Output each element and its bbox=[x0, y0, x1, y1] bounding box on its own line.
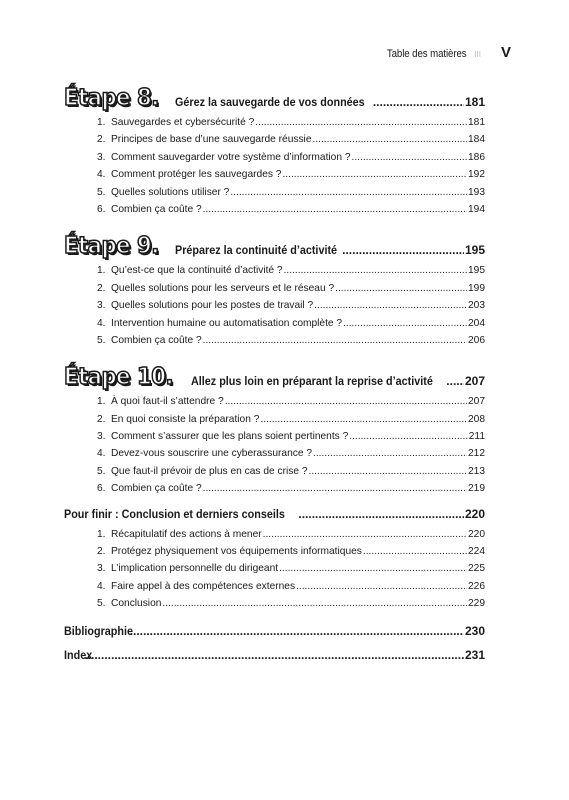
chapter-title: Allez plus loin en préparant la reprise d’activité bbox=[190, 374, 433, 389]
entry-number: 6. bbox=[97, 483, 106, 495]
toc-entry[interactable] bbox=[97, 315, 485, 332]
chapter-badge: Étape 8. bbox=[64, 85, 159, 111]
entry-title: Qu’est-ce que la continuité d’activité ? bbox=[111, 265, 283, 277]
toc-entry[interactable] bbox=[97, 463, 485, 480]
entry-number: 1. bbox=[97, 117, 106, 128]
entry-page: 194 bbox=[468, 203, 485, 215]
dot-leader bbox=[342, 243, 464, 257]
entry-page: 195 bbox=[468, 265, 485, 277]
section-title: Bibliographie bbox=[64, 623, 134, 638]
entry-page: 184 bbox=[468, 134, 485, 146]
entry-number: 3. bbox=[97, 151, 106, 163]
entry-title: Intervention humaine ou automatisation complète ? bbox=[111, 317, 343, 329]
section-page: 220 bbox=[464, 506, 485, 521]
toc-entry[interactable] bbox=[97, 428, 485, 445]
entry-title: Faire appel à des compétences externes bbox=[111, 580, 296, 592]
toc-entry[interactable] bbox=[97, 131, 485, 148]
entry-title: Quelles solutions pour les postes de travail ? bbox=[111, 300, 314, 312]
entry-page: 212 bbox=[468, 448, 485, 460]
entry-number: 5. bbox=[97, 186, 106, 198]
entry-title: Principes de base d’une sauvegarde réussie bbox=[111, 134, 312, 146]
entry-title: En quoi consiste la préparation ? bbox=[111, 413, 260, 425]
entry-number: 3. bbox=[97, 563, 106, 575]
toc-index[interactable] bbox=[64, 643, 485, 667]
dot-leader bbox=[352, 149, 467, 166]
entry-page: 226 bbox=[468, 580, 485, 592]
toc-entry[interactable] bbox=[97, 280, 485, 297]
entry-number: 4. bbox=[97, 448, 106, 460]
dot-leader bbox=[313, 445, 467, 462]
dot-leader bbox=[162, 595, 467, 612]
entry-page: 192 bbox=[468, 169, 485, 181]
entry-title: Comment s’assurer que les plans soient pertinents ? bbox=[111, 431, 349, 443]
dot-leader bbox=[296, 578, 467, 595]
entry-number: 1. bbox=[97, 396, 106, 408]
toc-entry[interactable] bbox=[97, 149, 485, 166]
entry-page: 206 bbox=[468, 334, 485, 346]
toc-entry[interactable] bbox=[97, 445, 485, 462]
entry-title: Que faut-il prévoir de plus en cas de crise ? bbox=[111, 465, 308, 477]
entry-page: 199 bbox=[468, 282, 485, 294]
dot-leader bbox=[298, 502, 464, 526]
dot-leader bbox=[203, 332, 467, 349]
entry-number: 2. bbox=[97, 134, 106, 146]
entry-number: 3. bbox=[97, 431, 106, 443]
toc-entry[interactable] bbox=[97, 411, 485, 428]
dot-leader bbox=[230, 184, 467, 201]
entry-page: 225 bbox=[468, 563, 485, 575]
entry-title: Combien ça coûte ? bbox=[111, 203, 202, 215]
page-number: V bbox=[500, 44, 511, 61]
entry-title: Comment sauvegarder votre système d’information ? bbox=[111, 151, 351, 163]
toc-entry[interactable] bbox=[97, 526, 485, 543]
entry-page: 213 bbox=[468, 465, 485, 477]
dot-leader bbox=[314, 297, 467, 314]
dot-leader bbox=[373, 95, 464, 109]
chapter-page: 195 bbox=[464, 243, 485, 258]
entry-number: 2. bbox=[97, 546, 106, 558]
entry-number: 4. bbox=[97, 169, 106, 181]
entry-page: 193 bbox=[468, 186, 485, 198]
entry-page: 229 bbox=[468, 598, 485, 610]
entry-page: 204 bbox=[468, 317, 485, 329]
entry-page: 186 bbox=[468, 151, 485, 163]
entry-page: 207 bbox=[468, 396, 485, 408]
running-header-title: Table des matières bbox=[386, 48, 467, 60]
toc-entry[interactable] bbox=[97, 297, 485, 314]
entry-number: 6. bbox=[97, 203, 106, 215]
dot-leader bbox=[309, 463, 468, 480]
entry-page: 220 bbox=[468, 528, 485, 540]
toc-conclusion[interactable] bbox=[64, 502, 485, 526]
dot-leader bbox=[335, 280, 467, 297]
dot-leader bbox=[446, 374, 464, 388]
chapter-page: 207 bbox=[464, 374, 485, 389]
toc-entry[interactable] bbox=[97, 578, 485, 595]
chapter-badge: Étape 9. bbox=[64, 233, 159, 260]
entry-title: Devez-vous souscrire une cyberassurance ? bbox=[111, 448, 313, 460]
dot-leader bbox=[84, 643, 464, 667]
entry-number: 2. bbox=[97, 282, 106, 294]
table-of-contents bbox=[64, 80, 485, 667]
entry-title: Combien ça coûte ? bbox=[111, 334, 202, 346]
toc-chapter-10[interactable] bbox=[64, 359, 485, 393]
toc-entry[interactable] bbox=[97, 184, 485, 201]
entry-page: 181 bbox=[468, 117, 485, 128]
toc-entry[interactable] bbox=[97, 262, 485, 279]
entry-title: Quelles solutions pour les serveurs et le réseau ? bbox=[111, 282, 335, 294]
dot-leader bbox=[279, 560, 467, 577]
dot-leader bbox=[312, 131, 467, 148]
entry-title: L’implication personnelle du dirigeant bbox=[111, 563, 279, 575]
entry-number: 1. bbox=[97, 528, 106, 540]
dot-leader bbox=[203, 480, 467, 497]
running-header-separator: III bbox=[474, 50, 481, 59]
entry-page: 208 bbox=[468, 413, 485, 425]
dot-leader bbox=[343, 315, 467, 332]
entry-title: Comment protéger les sauvegardes ? bbox=[111, 169, 282, 181]
dot-leader bbox=[363, 543, 467, 560]
entry-title: Sauvegardes et cybersécurité ? bbox=[111, 117, 255, 128]
entry-number: 2. bbox=[97, 413, 106, 425]
dot-leader bbox=[263, 526, 467, 543]
chapter-title: Préparez la continuité d’activité bbox=[175, 243, 338, 258]
entry-page: 203 bbox=[468, 300, 485, 312]
entry-number: 5. bbox=[97, 598, 106, 610]
section-page: 230 bbox=[464, 623, 485, 638]
entry-number: 1. bbox=[97, 265, 106, 277]
dot-leader bbox=[255, 114, 467, 131]
dot-leader bbox=[282, 166, 467, 183]
entry-title: Récapitulatif des actions à mener bbox=[111, 528, 262, 540]
toc-entry[interactable] bbox=[97, 201, 485, 218]
dot-leader bbox=[225, 393, 467, 410]
chapter-title: Gérez la sauvegarde de vos données bbox=[175, 95, 365, 109]
toc-entry[interactable] bbox=[97, 166, 485, 183]
dot-leader bbox=[203, 201, 467, 218]
running-header bbox=[376, 44, 511, 61]
toc-entry[interactable] bbox=[97, 595, 485, 612]
dot-leader bbox=[260, 411, 467, 428]
dot-leader bbox=[130, 619, 464, 643]
entry-number: 3. bbox=[97, 300, 106, 312]
entry-title: À quoi faut-il s’attendre ? bbox=[111, 396, 224, 408]
section-page: 231 bbox=[464, 647, 485, 662]
chapter-page: 181 bbox=[464, 95, 485, 109]
section-title: Pour finir : Conclusion et derniers conseils bbox=[64, 506, 285, 521]
toc-chapter-8[interactable] bbox=[64, 80, 485, 114]
dot-leader bbox=[284, 262, 467, 279]
entry-page: 211 bbox=[468, 431, 485, 443]
entry-title: Quelles solutions utiliser ? bbox=[111, 186, 230, 198]
dot-leader bbox=[349, 428, 467, 445]
toc-entry[interactable] bbox=[97, 480, 485, 497]
entry-number: 4. bbox=[97, 317, 106, 329]
entry-title: Combien ça coûte ? bbox=[111, 483, 202, 495]
toc-entry[interactable] bbox=[97, 114, 485, 131]
toc-bibliography[interactable] bbox=[64, 619, 485, 643]
entry-number: 5. bbox=[97, 465, 106, 477]
entry-title: Protégez physiquement vos équipements informatiques bbox=[111, 546, 362, 558]
entry-number: 4. bbox=[97, 580, 106, 592]
chapter-badge: Étape 10. bbox=[64, 364, 174, 391]
toc-entry[interactable] bbox=[97, 560, 485, 577]
toc-entry[interactable] bbox=[97, 543, 485, 560]
entry-page: 219 bbox=[468, 483, 485, 495]
entry-title: Conclusion bbox=[111, 598, 162, 610]
toc-entry[interactable] bbox=[97, 332, 485, 349]
toc-chapter-9[interactable] bbox=[64, 228, 485, 262]
section-title: Index bbox=[64, 647, 93, 662]
entry-page: 224 bbox=[468, 546, 485, 558]
entry-number: 5. bbox=[97, 334, 106, 346]
toc-entry[interactable] bbox=[97, 393, 485, 410]
